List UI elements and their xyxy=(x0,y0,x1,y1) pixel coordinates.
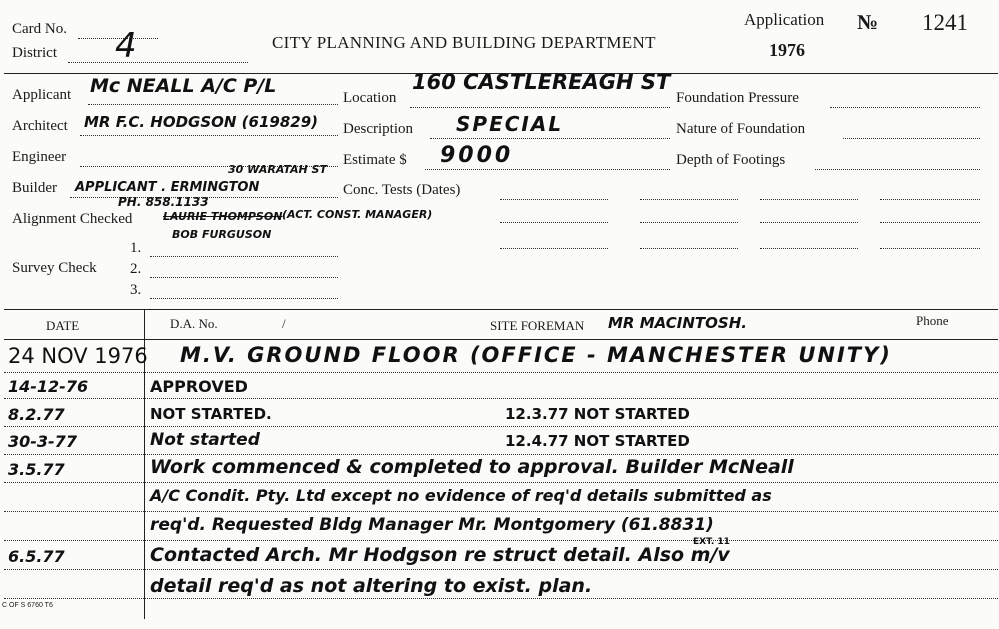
conc-tests-label: Conc. Tests (Dates) xyxy=(343,182,461,198)
alignment-label: Alignment Checked xyxy=(12,211,133,227)
location-label: Location xyxy=(343,90,397,106)
conc-line-1b xyxy=(640,199,738,200)
location-line xyxy=(410,107,670,108)
estimate-line xyxy=(425,169,670,170)
table-top-rule xyxy=(4,309,998,310)
nature-of-foundation-line xyxy=(843,138,980,139)
district-value: 4 xyxy=(115,26,137,66)
conc-line-1c xyxy=(760,199,858,200)
survey-number-1: 1. xyxy=(130,240,142,256)
da-slash: / xyxy=(282,316,286,331)
survey-number-2: 2. xyxy=(130,261,142,277)
da-header: D.A. No. xyxy=(170,316,218,331)
conc-line-2b xyxy=(640,222,738,223)
row-2-date: 14-12-76 xyxy=(8,377,89,396)
builder-address: 30 WARATAH ST xyxy=(228,163,327,176)
row-line-5 xyxy=(4,482,998,483)
site-foreman-label: SITE FOREMAN xyxy=(490,318,585,333)
conc-line-3a xyxy=(500,248,608,249)
survey-line-1 xyxy=(150,256,338,257)
applicant-label: Applicant xyxy=(12,87,72,103)
row-4-entry-2: 12.4.77 NOT STARTED xyxy=(505,432,690,450)
conc-line-1d xyxy=(880,199,980,200)
description-line xyxy=(430,138,670,139)
row-line-9 xyxy=(4,598,998,599)
form-code: C OF S 6760 T6 xyxy=(2,602,53,609)
phone-label: Phone xyxy=(916,313,949,328)
conc-line-3c xyxy=(760,248,858,249)
depth-of-footings-label: Depth of Footings xyxy=(676,152,786,168)
site-foreman-value: MR MACINTOSH. xyxy=(608,314,747,332)
department-title: CITY PLANNING AND BUILDING DEPARTMENT xyxy=(272,33,656,52)
application-label: Application xyxy=(744,10,825,29)
district-line xyxy=(68,62,248,63)
conc-line-1a xyxy=(500,199,608,200)
architect-value: MR F.C. HODGSON (619829) xyxy=(84,113,318,131)
survey-check-label: Survey Check xyxy=(12,260,97,276)
conc-line-2d xyxy=(880,222,980,223)
row-2-entry: APPROVED xyxy=(150,377,248,396)
nature-of-foundation-label: Nature of Foundation xyxy=(676,121,806,137)
row-line-8 xyxy=(4,569,998,570)
row-3-entry-2: 12.3.77 NOT STARTED xyxy=(505,405,690,423)
row-4-date: 30-3-77 xyxy=(8,432,77,451)
builder-value: APPLICANT . ERMINGTON xyxy=(75,180,260,195)
builder-phone: PH. 858.1133 xyxy=(118,195,209,209)
foundation-pressure-line xyxy=(830,107,980,108)
survey-line-3 xyxy=(150,298,338,299)
ext-note: EXT. 11 xyxy=(693,537,730,547)
number-symbol: № xyxy=(857,10,879,34)
application-number: 1241 xyxy=(922,10,968,35)
row-line-6 xyxy=(4,511,998,512)
alignment-note: (ACT. CONST. MANAGER) xyxy=(282,208,433,221)
row-line-3 xyxy=(4,426,998,427)
row-4-entry: Not started xyxy=(150,430,260,450)
survey-line-2 xyxy=(150,277,338,278)
row-line-7 xyxy=(4,540,998,541)
estimate-label: Estimate $ xyxy=(343,152,407,168)
description-value: SPECIAL xyxy=(456,112,564,136)
architect-label: Architect xyxy=(12,118,68,134)
row-line-2 xyxy=(4,398,998,399)
alignment-value-2: BOB FURGUSON xyxy=(172,228,272,241)
row-line-4 xyxy=(4,454,998,455)
date-header: DATE xyxy=(46,318,80,333)
application-year: 1976 xyxy=(769,40,805,60)
conc-line-3d xyxy=(880,248,980,249)
row-9-entry: detail req'd as not altering to exist. plan. xyxy=(150,575,593,597)
conc-line-2a xyxy=(500,222,608,223)
row-3-entry: NOT STARTED. xyxy=(150,405,272,423)
estimate-value: 9000 xyxy=(440,143,514,168)
row-3-date: 8.2.77 xyxy=(8,405,65,424)
table-header-rule xyxy=(4,339,998,340)
depth-of-footings-line xyxy=(815,169,980,170)
row-8-entry: Contacted Arch. Mr Hodgson re struct detail. Also m/v xyxy=(150,544,730,566)
applicant-line xyxy=(88,104,338,105)
applicant-value: Mc NEALL A/C P/L xyxy=(90,75,277,97)
builder-label: Builder xyxy=(12,180,57,196)
alignment-struck-value: LAURIE THOMPSON xyxy=(163,210,283,223)
foundation-pressure-label: Foundation Pressure xyxy=(676,90,799,106)
row-5-date: 3.5.77 xyxy=(8,460,65,479)
survey-number-3: 3. xyxy=(130,282,142,298)
row-line-1 xyxy=(4,372,998,373)
row-1-entry: M.V. GROUND FLOOR (OFFICE - MANCHESTER UNITY) xyxy=(180,343,892,367)
architect-line xyxy=(80,135,338,136)
row-1-date: 24 NOV 1976 xyxy=(8,344,148,368)
engineer-label: Engineer xyxy=(12,149,67,165)
district-label: District xyxy=(12,45,57,61)
row-5-entry: Work commenced & completed to approval. Builder McNeall xyxy=(150,456,794,478)
location-value: 160 CASTLEREAGH ST xyxy=(412,70,671,94)
row-8-date: 6.5.77 xyxy=(8,547,65,566)
card-no-label: Card No. xyxy=(12,21,67,37)
description-label: Description xyxy=(343,121,413,137)
row-7-entry: req'd. Requested Bldg Manager Mr. Montgomery (61.8831) xyxy=(150,515,714,535)
conc-line-3b xyxy=(640,248,738,249)
row-6-entry: A/C Condit. Pty. Ltd except no evidence of req'd details submitted as xyxy=(150,486,772,505)
conc-line-2c xyxy=(760,222,858,223)
